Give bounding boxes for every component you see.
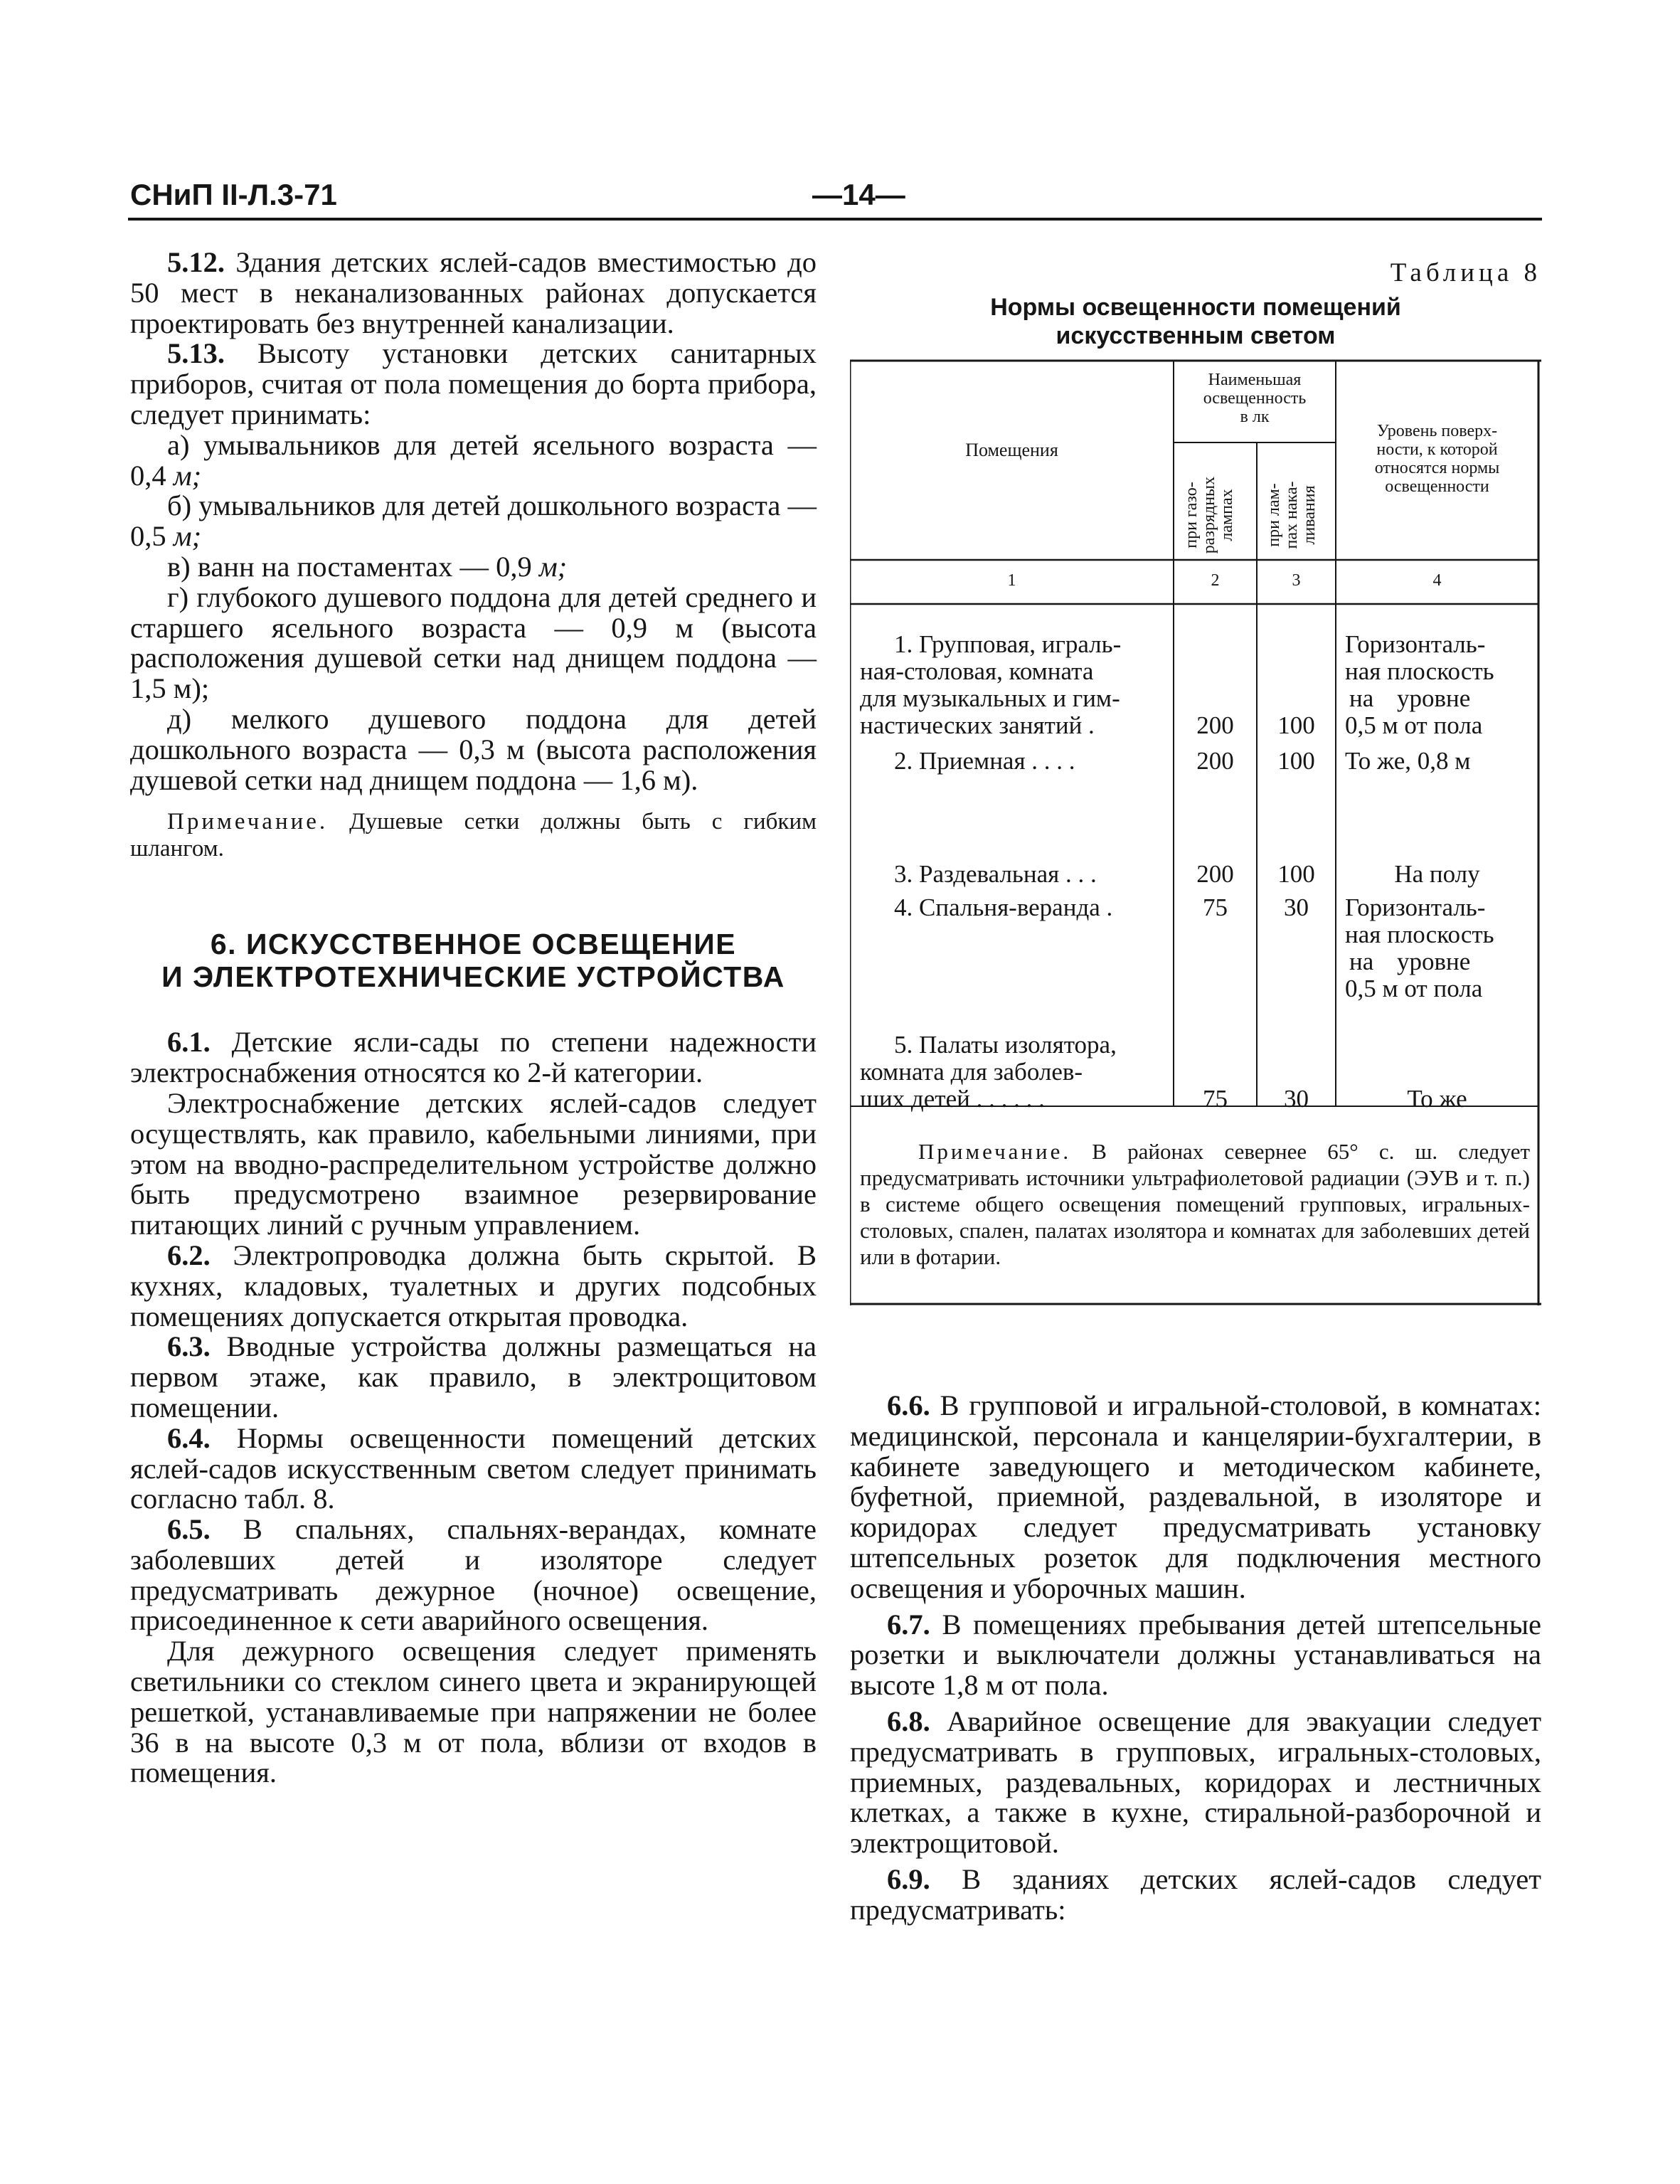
header-line: ливания: [1300, 485, 1319, 545]
paragraph-number: 6.2.: [167, 1239, 211, 1271]
paragraph-text: В групповой и игральной-столовой, в комнатах: медицинской, персонала и канцелярии-бухгалтерии, в кабинете заведующего и методическом кабинете, буфетной, приемной, раздевальной, в изоляторе и коридорах следует предусматривать установку штепсельных розеток для подключения местного освещения и уборочных машин.: [850, 1389, 1541, 1604]
table-row-5-name: [860, 1032, 1167, 1113]
left-column: [130, 248, 817, 1788]
header-line: в лк: [1240, 408, 1270, 426]
table-8: [850, 359, 1541, 1313]
table-row-4-level: [1345, 894, 1536, 1002]
cell-line: настических занятий .: [860, 711, 1095, 739]
note-5-13: [130, 808, 817, 862]
table-row-2-gas: 200: [1196, 747, 1234, 775]
paragraph-6-6: [850, 1391, 1541, 1604]
cell-line: Горизонталь-: [1345, 630, 1486, 658]
header-line: при лам-: [1265, 483, 1283, 547]
paragraph-number: 5.12.: [167, 246, 225, 278]
header-line: освещенности: [1385, 477, 1489, 496]
cell-line: для музыкальных и гим-: [860, 684, 1120, 712]
header-line: освещенность: [1203, 389, 1307, 408]
cell-line: 0,5 м от пола: [1345, 975, 1483, 1002]
column-number-2: 2: [1211, 571, 1220, 590]
column-number-3: 3: [1292, 571, 1301, 590]
paragraph-6-4: [130, 1421, 817, 1515]
list-item-v: [130, 552, 817, 583]
list-item-a: [130, 430, 817, 492]
cell-line: ших детей . . . . . .: [860, 1085, 1045, 1113]
table-row-5-inc: 30: [1284, 1085, 1309, 1113]
paragraph-number: 6.6.: [887, 1389, 930, 1421]
header-line: лампах: [1218, 489, 1236, 541]
unit: м;: [538, 550, 568, 583]
header-line: при газо-: [1182, 482, 1201, 548]
paragraph-text: Здания детских яслей-садов вместимостью до 50 мест в неканализованных районах допускается проектировать без внутренней канализации.: [130, 246, 817, 339]
header-line: ности, к которой: [1376, 440, 1498, 459]
paragraph-text: Детские ясли-сады по степени надежности электроснабжения относятся ко 2-й категории.: [130, 1026, 817, 1089]
paragraph-number: 6.5.: [167, 1513, 211, 1546]
unit: м;: [173, 459, 202, 492]
paragraph-text: В зданиях детских яслей-садов следует предусматривать:: [850, 1862, 1541, 1926]
note-text: Душевые сетки должны быть с гибким шлангом.: [130, 809, 817, 862]
paragraph-number: 6.9.: [887, 1862, 930, 1895]
note-label: Примечание.: [918, 1139, 1072, 1164]
paragraph-number: 6.8.: [887, 1705, 930, 1737]
unit: м;: [173, 520, 202, 553]
heading-line-2: И ЭЛЕКТРОТЕХНИЧЕСКИЕ УСТРОЙСТВА: [161, 960, 785, 994]
paragraph-text: В помещениях пребывания детей штепсельные розетки и выключатели должны устанавливаться на высоте 1,8 м от пола.: [850, 1608, 1542, 1702]
paragraph-number: 6.3.: [167, 1330, 211, 1363]
cell-line: комната для заболев-: [860, 1058, 1083, 1086]
paragraph-5-13: [130, 339, 817, 430]
table-row-3-gas: 200: [1196, 860, 1234, 888]
paragraph-6-2: [130, 1241, 817, 1332]
table-row-1-level: [1345, 631, 1536, 739]
paragraph-text: В спальнях, спальнях-верандах, комнате заболевших детей и изоляторе следует предусматривать дежурное (ночное) освещение, присоединенное к сети аварийного освещения.: [130, 1513, 817, 1637]
page-number: —14—: [812, 178, 905, 211]
table-title: [850, 293, 1541, 350]
column-header-min-illuminance: [1174, 371, 1336, 426]
heading-line-1: 6. ИСКУССТВЕННОЕ ОСВЕЩЕНИЕ: [210, 928, 737, 961]
table-row-3-name: 3. Раздевальная . . .: [894, 860, 1097, 888]
paragraph-number: 5.13.: [167, 337, 225, 370]
table-title-line-2: искусственным светом: [1056, 322, 1336, 349]
right-column: [850, 1391, 1541, 1926]
paragraph-6-8: [850, 1707, 1541, 1859]
paragraph-6-5-b: Для дежурного освещения следует применять светильники со стеклом синего цвета и экранирующей решеткой, устанавливаемые при напряжении не более 36 в на высоте 0,3 м от пола, вблизи от входов в помещения.: [130, 1635, 817, 1789]
table-row-4-name: 4. Спальня-веранда .: [894, 894, 1113, 921]
table-row-2-name: 2. Приемная . . . .: [894, 747, 1075, 775]
header-line: Уровень поверх-: [1376, 422, 1498, 440]
column-header-rooms: Помещения: [965, 440, 1058, 460]
paragraph-5-12: [130, 248, 817, 339]
table-row-1-gas: 200: [1196, 711, 1234, 739]
list-item-g: г) глубокого душевого поддона для детей среднего и старшего ясельного возраста — 0,9 м (высота расположения душевой сетки над днищем поддона — 1,5 м);: [130, 581, 817, 705]
list-item-text: а) умывальников для детей ясельного возраста — 0,4: [130, 428, 817, 492]
table-row-5-level: То же: [1407, 1085, 1467, 1113]
list-item-text: в) ванн на постаментах — 0,9: [167, 550, 532, 583]
header-rule: [128, 218, 1542, 221]
list-item-text: б) умывальников для детей дошкольного возраста — 0,5: [130, 489, 817, 553]
header-line: пах нака-: [1282, 481, 1301, 549]
paragraph-text: Нормы освещенности помещений детских яслей-садов искусственным светом следует принимать согласно табл. 8.: [130, 1421, 817, 1515]
cell-line: 0,5 м от пола: [1345, 711, 1483, 739]
document-code: СНиП II-Л.3-71: [130, 178, 337, 211]
paragraph-6-5: [130, 1515, 817, 1636]
paragraph-6-9: [850, 1862, 1541, 1926]
cell-line: на уровне: [1349, 948, 1471, 975]
table-row-2-level: То же, 0,8 м: [1345, 747, 1471, 775]
column-number-4: 4: [1432, 571, 1442, 590]
note-label: Примечание.: [167, 809, 329, 835]
table-row-1-name: [860, 631, 1167, 739]
cell-line: 1. Групповая, играль-: [894, 630, 1122, 658]
table-note: [860, 1138, 1530, 1270]
cell-line: ная-столовая, комната: [860, 657, 1094, 685]
paragraph-6-3: [130, 1332, 817, 1423]
list-item-d: д) мелкого душевого поддона для детей дошкольного возраста — 0,3 м (высота расположения душевой сетки над днищем поддона — 1,6 м).: [130, 702, 817, 796]
table-row-4-inc: 30: [1284, 894, 1309, 921]
table-row-4-gas: 75: [1203, 894, 1228, 921]
paragraph-text: Электропроводка должна быть скрытой. В кухнях, кладовых, туалетных и других подсобных помещениях допускается открытая проводка.: [130, 1239, 817, 1332]
column-header-gas-lamps: [1183, 455, 1238, 576]
table-row-5-gas: 75: [1203, 1085, 1228, 1113]
table-title-line-1: Нормы освещенности помещений: [990, 294, 1401, 321]
note-text: В районах севернее 65° с. ш. следует предусматривать источники ультрафиолетовой радиации (ЭУВ и т. п.) в системе общего освещения помещений групповых, игральных-столовых, спален, палатах изолятора и комнатах для заболевших детей или в фотарии.: [860, 1139, 1531, 1269]
table-label: Таблица 8: [1390, 258, 1541, 287]
paragraph-number: 6.4.: [167, 1421, 211, 1454]
header-line: Наименьшая: [1208, 371, 1302, 389]
list-item-b: [130, 491, 817, 552]
paragraph-6-1: [130, 1027, 817, 1088]
paragraph-text: Вводные устройства должны размещаться на первом этаже, как правило, в электрощитовом помещении.: [130, 1330, 817, 1424]
header-line: разрядных: [1200, 476, 1218, 554]
section-heading-6: [130, 928, 817, 993]
table-row-2-inc: 100: [1277, 747, 1315, 775]
header-line: относятся нормы: [1374, 459, 1500, 477]
paragraph-number: 6.7.: [887, 1608, 930, 1640]
paragraph-6-1-b: Электроснабжение детских яслей-садов следует осуществлять, как правило, кабельными линиями, при этом на вводно-распределительном устройстве должно быть предусмотрено взаимное резервирование питающих линий с ручным управлением.: [130, 1086, 817, 1241]
paragraph-text: Высоту установки детских санитарных приборов, считая от пола помещения до борта прибора, следует принимать:: [130, 337, 817, 430]
cell-line: ная плоскость: [1345, 657, 1494, 685]
table-row-3-level: На полу: [1394, 860, 1480, 888]
paragraph-6-7: [850, 1610, 1541, 1701]
column-number-1: 1: [1007, 571, 1016, 590]
paragraph-number: 6.1.: [167, 1026, 211, 1059]
table-row-1-inc: 100: [1277, 711, 1315, 739]
table-row-3-inc: 100: [1277, 860, 1315, 888]
column-header-surface-level: [1336, 422, 1538, 496]
cell-line: Горизонталь-: [1345, 894, 1486, 921]
column-header-incandescent-lamps: [1265, 458, 1321, 572]
cell-line: ная плоскость: [1345, 921, 1494, 948]
cell-line: 5. Палаты изолятора,: [894, 1031, 1117, 1059]
cell-line: на уровне: [1349, 684, 1471, 712]
paragraph-text: Аварийное освещение для эвакуации следует предусматривать в групповых, игральных-столовых, приемных, раздевальных, коридорах и лестничных клетках, а также в кухне, стиральной-разборочной и электрощитовой.: [850, 1705, 1542, 1860]
